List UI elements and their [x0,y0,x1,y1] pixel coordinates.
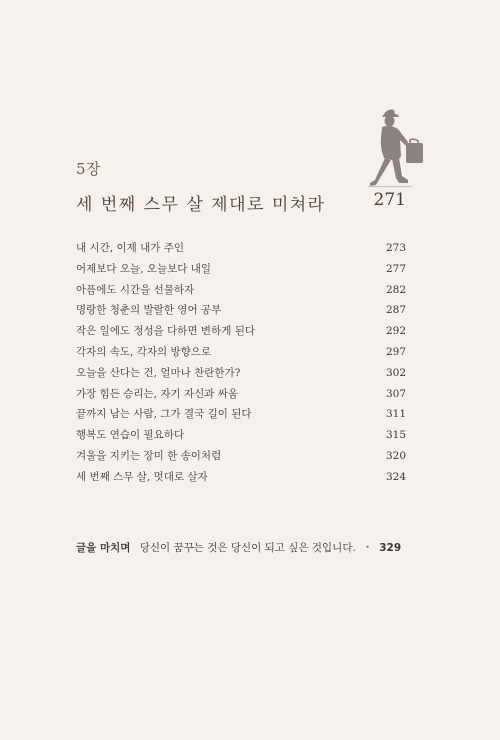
toc-entry-page: 273 [385,242,406,254]
toc-entry[interactable] [76,365,406,386]
table-of-contents [76,240,406,490]
toc-entry-page: 297 [385,345,406,358]
toc-entry[interactable] [76,302,406,323]
toc-entry-title: 각자의 속도, 각자의 방향으로 [76,345,212,358]
toc-entry-page: 277 [385,262,406,275]
toc-entry-page: 315 [385,429,406,442]
toc-entry-page: 287 [385,304,406,317]
toc-entry[interactable] [76,261,406,282]
toc-entry-page: 307 [385,387,406,400]
toc-entry-title: 작은 일에도 정성을 다하면 변하게 된다 [76,325,255,338]
toc-entry-page: 302 [385,366,406,379]
epilogue-label: 글을 마치며 [76,542,131,554]
toc-entry[interactable] [76,282,406,303]
separator-dot: • [365,543,370,552]
toc-entry-title: 아픔에도 시간을 선물하자 [76,283,195,296]
epilogue-page: 329 [379,542,402,554]
toc-entry-title: 내 시간, 이제 내가 주인 [76,242,184,254]
toc-entry-page: 311 [385,408,406,421]
toc-entry[interactable] [76,240,406,261]
toc-entry-title: 겨울을 지키는 장미 한 송이처럼 [76,449,222,462]
toc-entry[interactable] [76,427,406,448]
toc-entry[interactable] [76,386,406,407]
toc-entry-page: 282 [385,283,406,296]
toc-entry-title: 명랑한 청춘의 발랄한 영어 공부 [76,304,222,317]
toc-entry[interactable] [76,448,406,469]
toc-entry-title: 행복도 연습이 필요하다 [76,429,185,442]
toc-entry[interactable] [76,344,406,365]
toc-entry[interactable] [76,406,406,427]
chapter-number: 5장 [76,160,102,178]
toc-entry[interactable] [76,323,406,344]
toc-entry-title: 어제보다 오늘, 오늘보다 내일 [76,262,212,275]
toc-entry[interactable] [76,469,406,490]
toc-entry-page: 324 [385,470,406,483]
walking-man-with-suitcase-icon [368,108,430,190]
toc-entry-title: 오늘을 산다는 건, 얼마나 찬란한가? [76,366,241,379]
toc-entry-title: 세 번째 스무 살, 멋대로 살자 [76,470,208,483]
toc-entry-page: 292 [385,325,406,338]
epilogue-title: 당신이 꿈꾸는 것은 당신이 되고 싶은 것입니다. [139,542,356,554]
chapter-title: 세 번째 스무 살 제대로 미쳐라 [76,195,326,215]
toc-entry-title: 끝까지 남는 사람, 그가 결국 길이 된다 [76,408,252,421]
toc-entry-page: 320 [385,449,406,462]
toc-entry-title: 가장 힘든 승리는, 자기 자신과 싸움 [76,387,239,400]
chapter-page-number: 271 [373,190,406,210]
epilogue-entry[interactable] [76,540,401,555]
